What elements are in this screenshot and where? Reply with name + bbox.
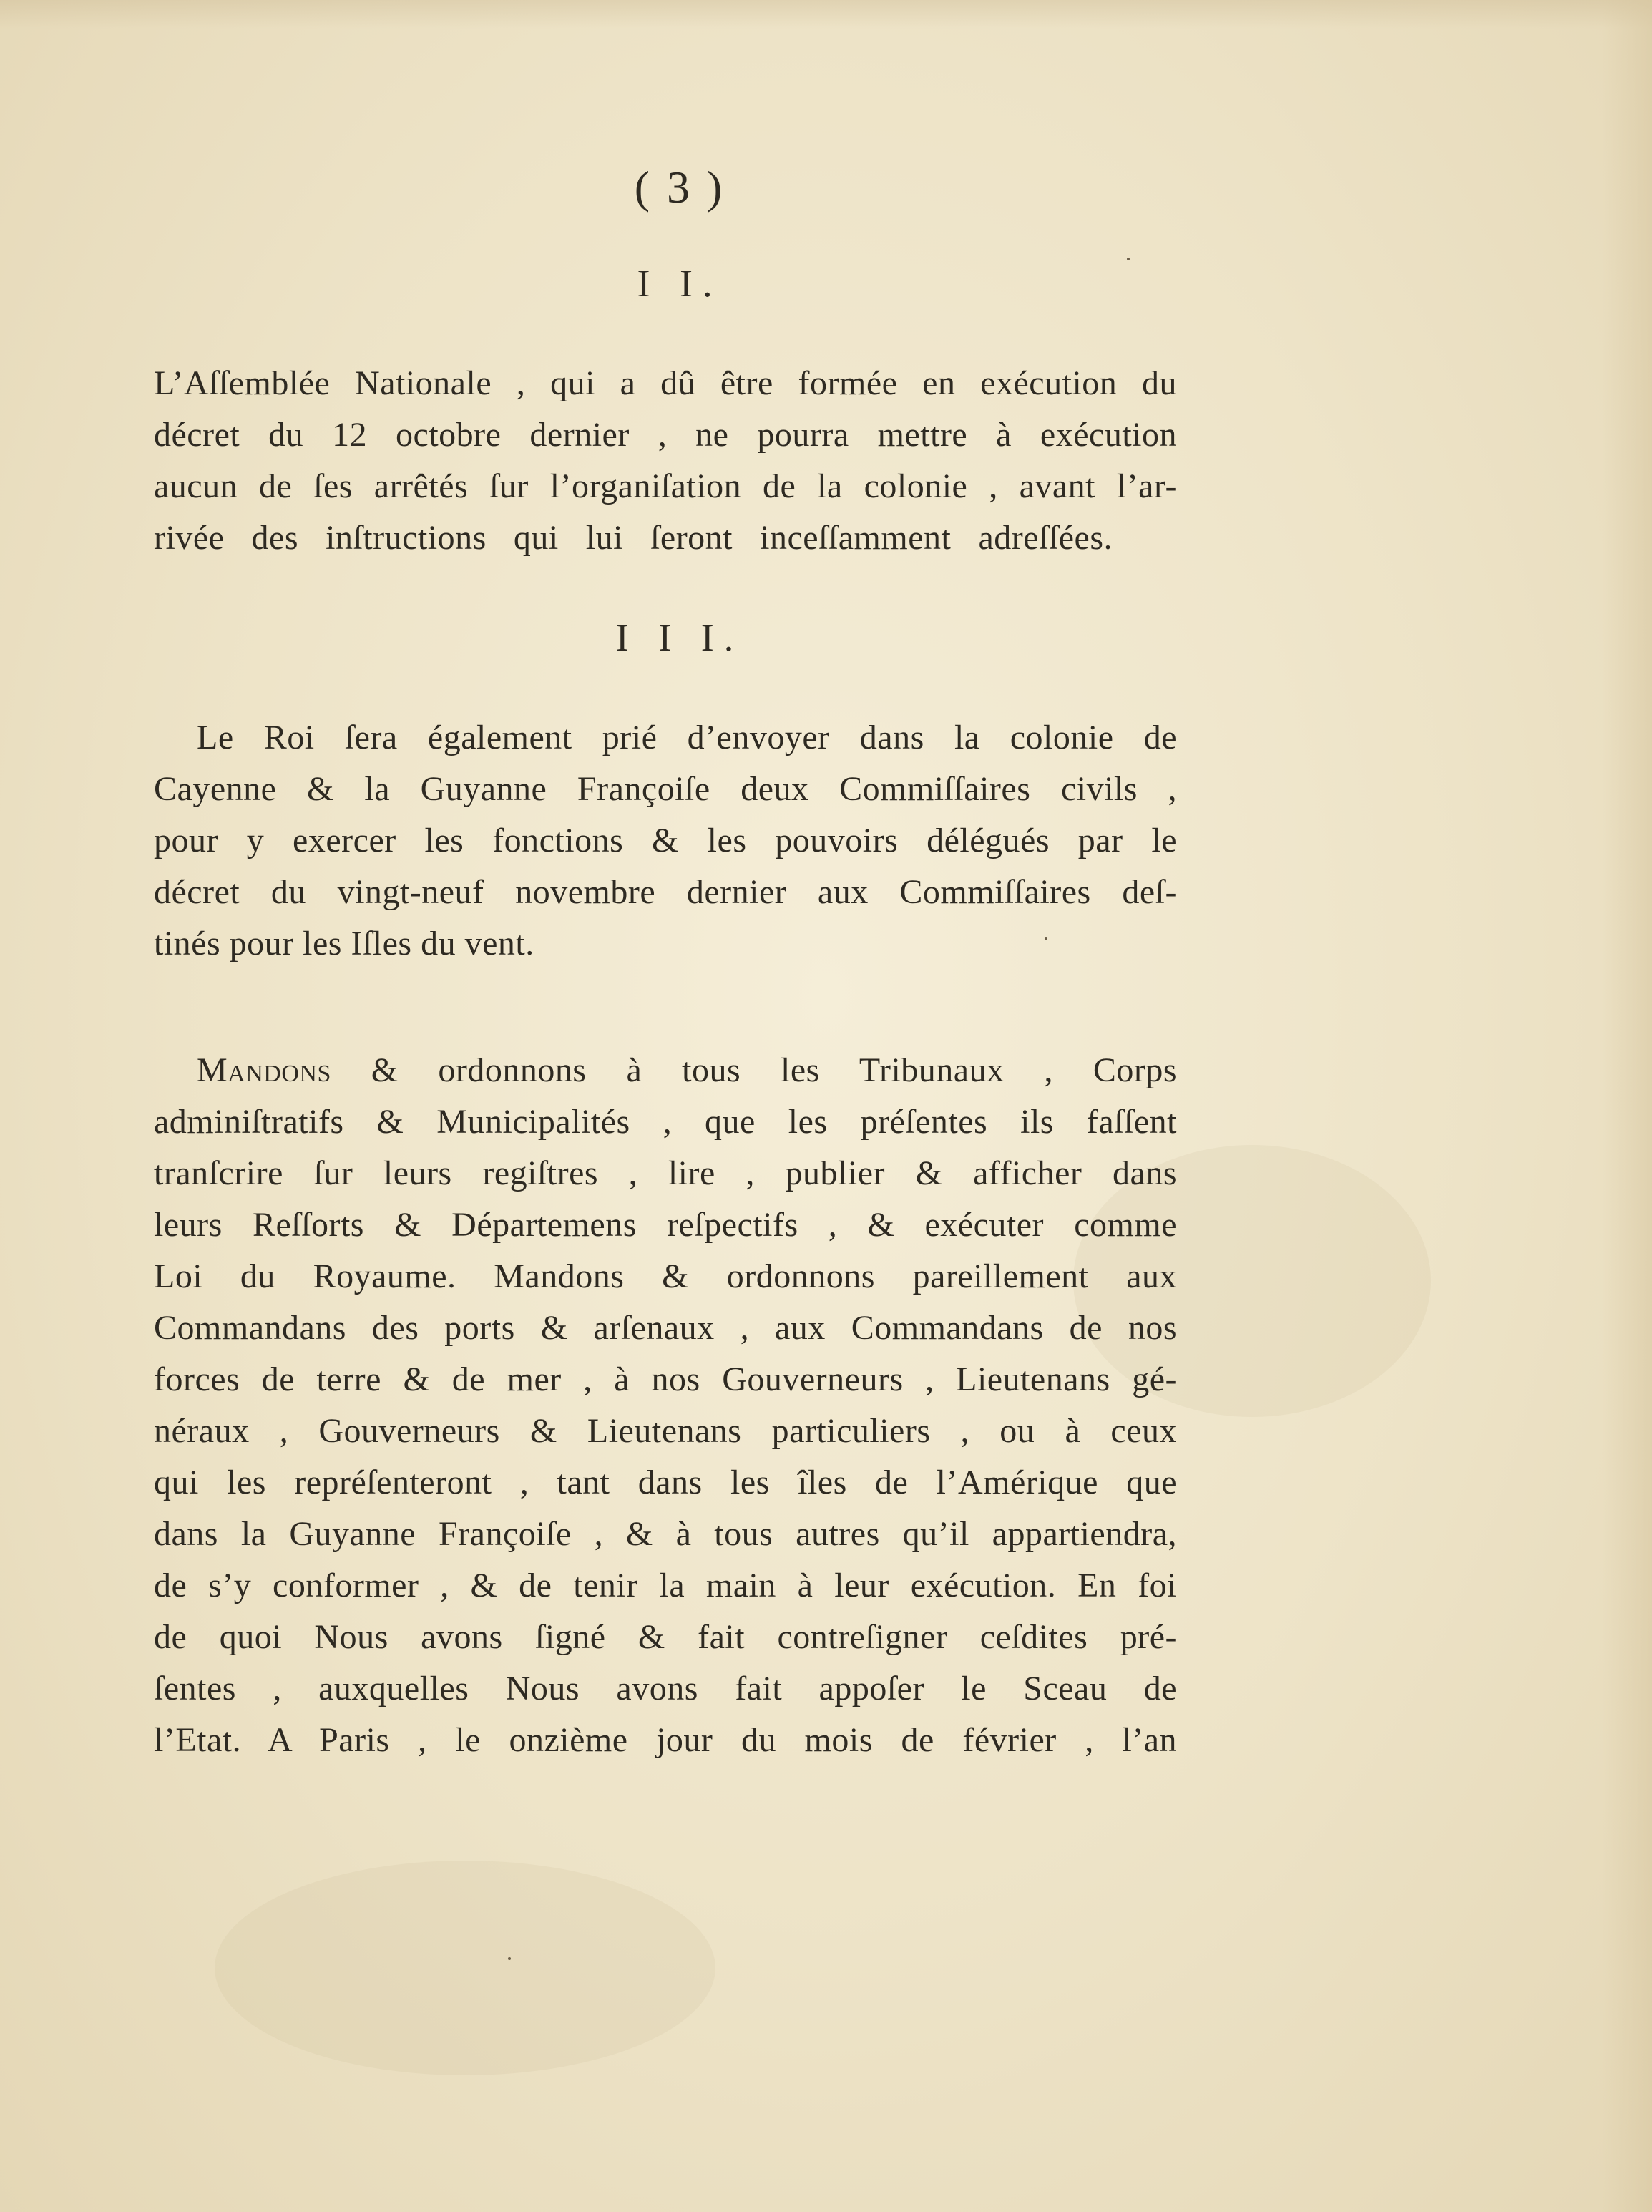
text-line: adminiſtratifs & Municipalités , que les préſentes ils faſſent bbox=[154, 1103, 1177, 1141]
text-line: dans la Guyanne Françoiſe , & à tous autres qu’il appartiendra, bbox=[154, 1515, 1177, 1553]
text-line: Loi du Royaume. Mandons & ordonnons pareillement aux bbox=[154, 1257, 1177, 1295]
text-line: qui les repréſenteront , tant dans les îles de l’Amérique que bbox=[154, 1463, 1177, 1501]
text-line: Le Roi ſera également prié d’envoyer dans la colonie de bbox=[197, 718, 1177, 756]
text-line: décret du vingt-neuf novembre dernier aux Commiſſaires deſ- bbox=[154, 873, 1177, 911]
text-line: pour y exercer les fonctions & les pouvoirs délégués par le bbox=[154, 822, 1177, 859]
mandons-paragraph bbox=[154, 1045, 1177, 1766]
article-2-text bbox=[154, 358, 1177, 564]
text-line: Cayenne & la Guyanne Françoiſe deux Commiſſaires civils , bbox=[154, 770, 1177, 808]
text-line: l’Etat. A Paris , le onzième jour du mois de février , l’an bbox=[154, 1721, 1177, 1759]
page-right-shadow bbox=[1602, 0, 1652, 2212]
text-line: forces de terre & de mer , à nos Gouverneurs , Lieutenans gé- bbox=[154, 1360, 1177, 1398]
text-fragment: & ordonnons à tous les Tribunaux , Corps bbox=[331, 1051, 1177, 1089]
article-heading-3: I I I. bbox=[615, 616, 744, 659]
paper-stain bbox=[215, 1861, 715, 2075]
page-top-shadow bbox=[0, 0, 1652, 29]
text-line: tinés pour les Iſles du vent. bbox=[154, 925, 534, 963]
article-3-text bbox=[154, 712, 1177, 970]
text-line: tranſcrire ſur leurs regiſtres , lire , publier & afficher dans bbox=[154, 1154, 1177, 1192]
text-line: Commandans des ports & arſenaux , aux Commandans de nos bbox=[154, 1309, 1177, 1347]
mandons-lead: Mandons bbox=[197, 1051, 331, 1089]
text-line: leurs Reſſorts & Départemens reſpectifs , & exécuter comme bbox=[154, 1206, 1177, 1244]
text-line: rivée des inſtructions qui lui ſeront inceſſamment adreſſées. bbox=[154, 519, 1113, 557]
article-heading-2: I I. bbox=[637, 262, 723, 305]
text-line: ſentes , auxquelles Nous avons fait appoſer le Sceau de bbox=[154, 1670, 1177, 1707]
page-number: ( 3 ) bbox=[634, 162, 725, 213]
text-line: de quoi Nous avons ſigné & fait contreſigner ceſdites pré- bbox=[154, 1618, 1177, 1656]
text-line: décret du 12 octobre dernier , ne pourra mettre à exécution bbox=[154, 416, 1177, 454]
text-line: aucun de ſes arrêtés ſur l’organiſation de la colonie , avant l’ar- bbox=[154, 467, 1177, 505]
paper-speck bbox=[1127, 258, 1130, 260]
text-line: L’Aſſemblée Nationale , qui a dû être formée en exécution du bbox=[154, 364, 1177, 402]
text-line: néraux , Gouverneurs & Lieutenans particuliers , ou à ceux bbox=[154, 1412, 1177, 1450]
text-line: de s’y conformer , & de tenir la main à leur exécution. En foi bbox=[154, 1567, 1177, 1604]
paper-speck bbox=[508, 1957, 511, 1960]
text-line bbox=[154, 1045, 1177, 1096]
